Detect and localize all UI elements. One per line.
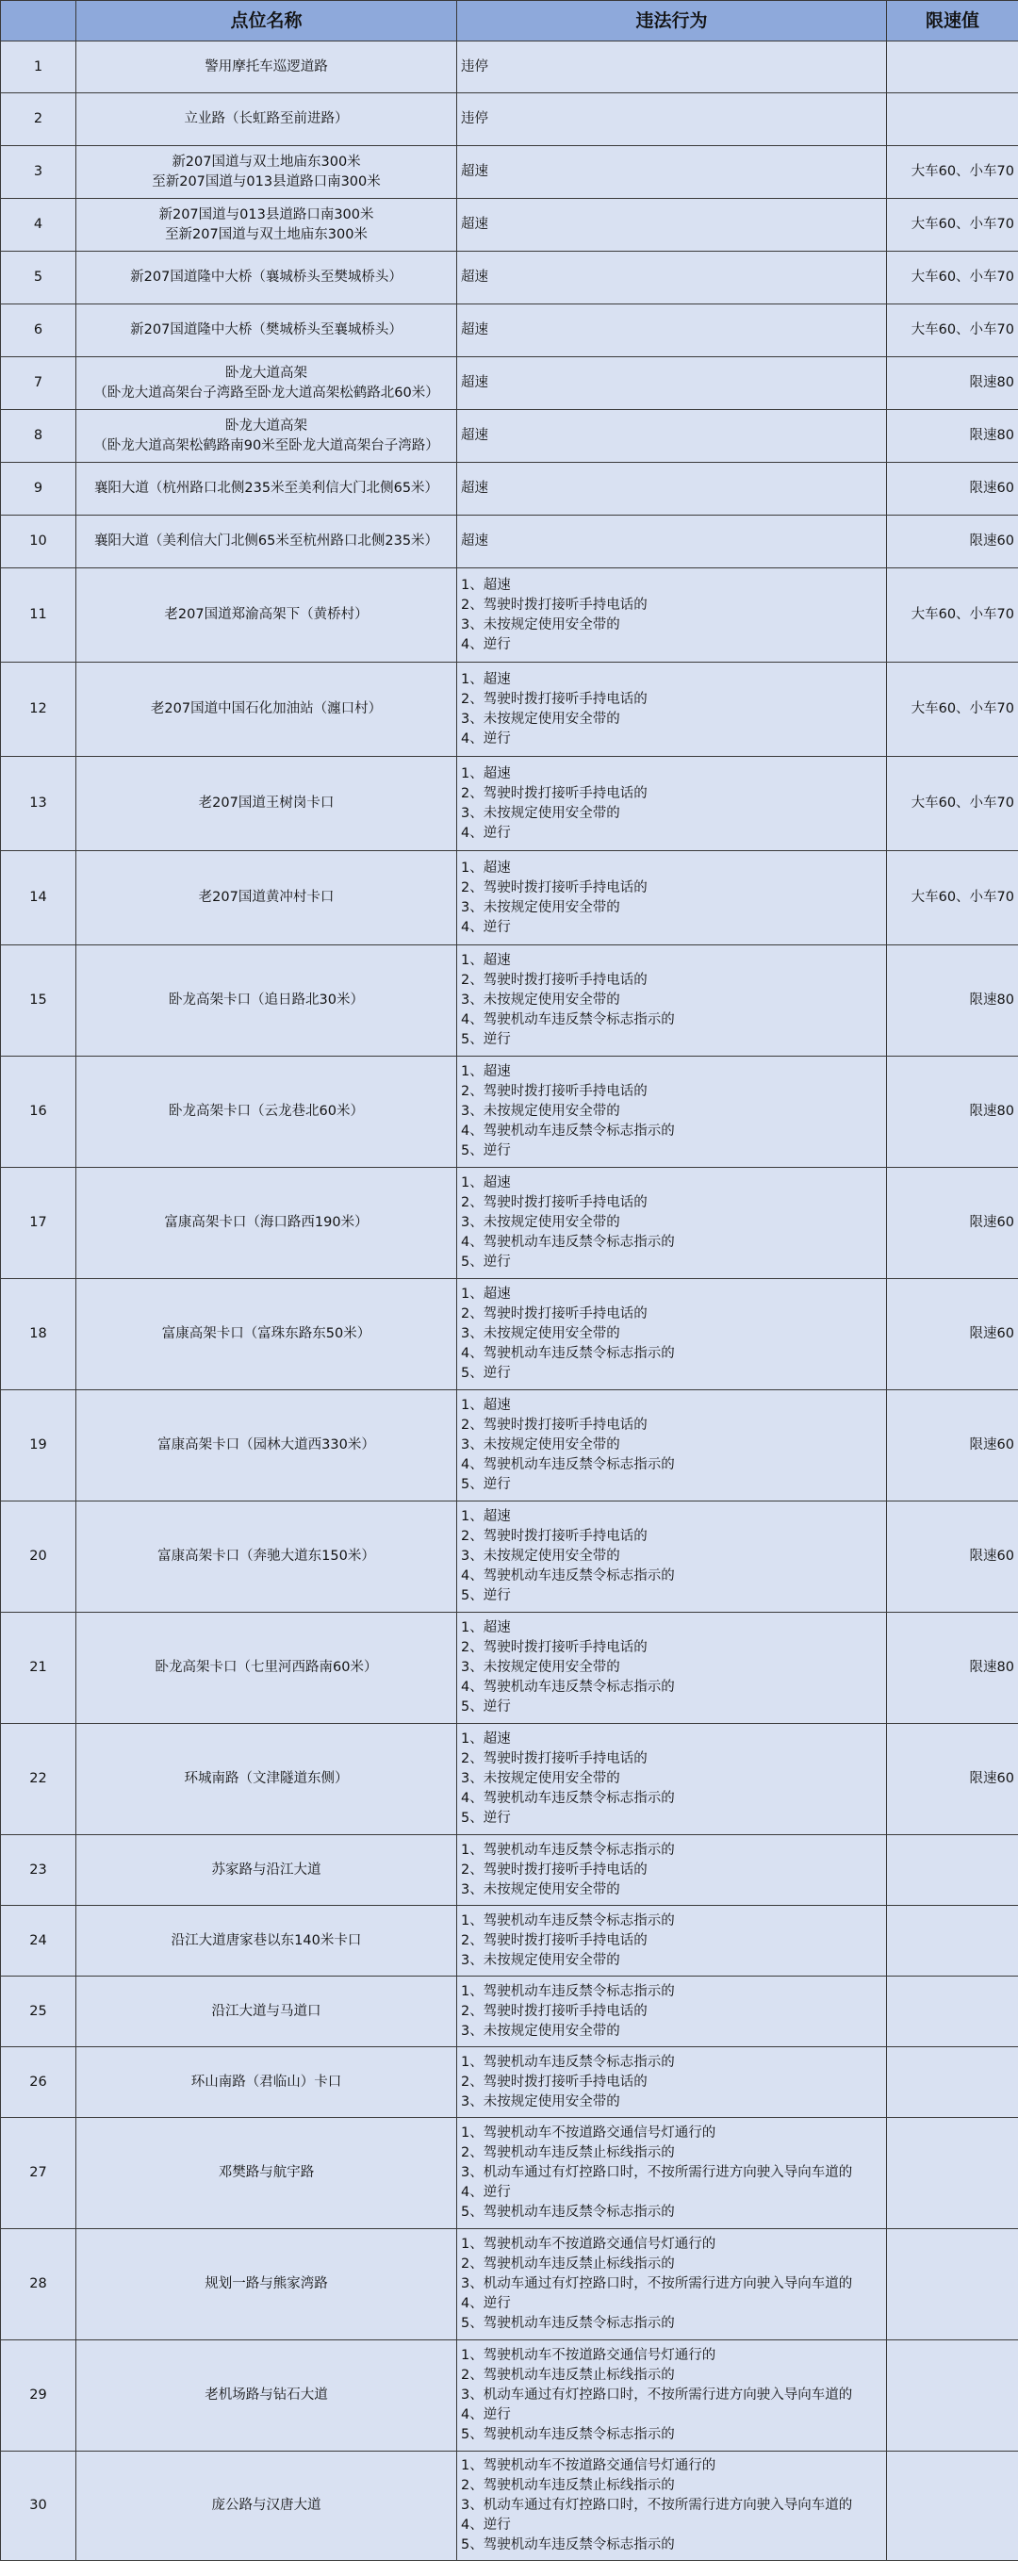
violation-item: 3、未按规定使用安全带的 — [461, 1881, 620, 1897]
row-number: 17 — [1, 1168, 76, 1279]
speed-limit-cell — [887, 2452, 1018, 2561]
table-row — [1, 851, 1018, 945]
violation-cell — [457, 2340, 887, 2452]
table-row — [1, 757, 1018, 851]
location-line: 至新207国道与013县道路口南300米 — [152, 173, 381, 189]
speed-limit-cell: 大车60、小车70 — [887, 757, 1018, 851]
row-number: 1 — [1, 41, 76, 93]
location-line: 新207国道隆中大桥（襄城桥头至樊城桥头） — [130, 270, 402, 285]
violation-item: 超速 — [461, 481, 488, 496]
location-line: 立业路（长虹路至前进路） — [184, 111, 349, 126]
violation-cell — [457, 1613, 887, 1724]
location-line: 警用摩托车巡逻道路 — [205, 58, 328, 74]
row-number: 14 — [1, 851, 76, 945]
violation-cell — [457, 1279, 887, 1390]
violation-item: 4、驾驶机动车违反禁令标志指示的 — [461, 1680, 675, 1695]
violation-item: 3、未按规定使用安全带的 — [461, 1104, 620, 1119]
violation-cell — [457, 945, 887, 1057]
location-line: 富康高架卡口（奔驰大道东150米） — [157, 1549, 375, 1564]
violation-cell — [457, 41, 887, 93]
table-header-row — [1, 1, 1018, 41]
table-row — [1, 2118, 1018, 2229]
location-cell — [76, 1835, 457, 1906]
location-line: 老207国道黄冲村卡口 — [198, 890, 335, 905]
violation-cell — [457, 304, 887, 357]
location-line: 卧龙高架卡口（云龙巷北60米） — [169, 1104, 364, 1119]
violation-item: 1、驾驶机动车不按道路交通信号灯通行的 — [461, 2458, 716, 2473]
violation-item: 3、机动车通过有灯控路口时，不按所需行进方向驶入导向车道的 — [461, 2498, 853, 2513]
location-line: 卧龙高架卡口（追日路北30米） — [169, 993, 364, 1008]
violation-item: 1、超速 — [461, 953, 511, 968]
violation-item: 1、超速 — [461, 1064, 511, 1079]
row-number: 22 — [1, 1724, 76, 1835]
location-cell — [76, 757, 457, 851]
violation-item: 2、驾驶时拨打接听手持电话的 — [461, 1195, 648, 1210]
violation-cell — [457, 2452, 887, 2561]
table-row — [1, 945, 1018, 1057]
location-line: 新207国道与013县道路口南300米 — [158, 206, 374, 222]
violation-item: 4、逆行 — [461, 636, 511, 652]
location-line: 襄阳大道（杭州路口北侧235米至美利信大门北侧65米） — [93, 481, 439, 496]
location-line: 卧龙高架卡口（七里河西路南60米） — [155, 1660, 378, 1675]
location-cell — [76, 1390, 457, 1501]
speed-limit-cell — [887, 2118, 1018, 2229]
location-line: 老207国道中国石化加油站（瀍口村） — [150, 701, 383, 716]
violation-item: 3、未按规定使用安全带的 — [461, 1326, 620, 1341]
violation-item: 1、超速 — [461, 1620, 511, 1635]
violation-item: 3、未按规定使用安全带的 — [461, 1952, 620, 1968]
location-cell — [76, 93, 457, 146]
speed-limit-cell: 限速60 — [887, 1501, 1018, 1613]
row-number: 3 — [1, 146, 76, 199]
violation-item: 3、机动车通过有灯控路口时，不按所需行进方向驶入导向车道的 — [461, 2387, 853, 2403]
violation-item: 3、未按规定使用安全带的 — [461, 616, 620, 632]
violation-cell — [457, 1724, 887, 1835]
violation-cell — [457, 1501, 887, 1613]
table-row — [1, 2047, 1018, 2118]
location-line: 环山南路（君临山）卡口 — [190, 2074, 342, 2090]
violation-cell — [457, 2047, 887, 2118]
violation-item: 2、驾驶时拨打接听手持电话的 — [461, 1529, 648, 1544]
violation-item: 2、驾驶时拨打接听手持电话的 — [461, 597, 648, 613]
table-row — [1, 568, 1018, 663]
violation-item: 2、驾驶机动车违反禁止标线指示的 — [461, 2368, 675, 2383]
violation-item: 1、超速 — [461, 1175, 511, 1190]
violation-cell — [457, 1057, 887, 1168]
table-row — [1, 1724, 1018, 1835]
table-row — [1, 1835, 1018, 1906]
location-line: （卧龙大道高架台子湾路至卧龙大道高架松鹤路北60米） — [93, 385, 439, 401]
speed-limit-cell: 大车60、小车70 — [887, 663, 1018, 757]
table-row — [1, 1501, 1018, 1613]
location-cell — [76, 1613, 457, 1724]
violation-item: 2、驾驶时拨打接听手持电话的 — [461, 2003, 648, 2019]
table-row — [1, 304, 1018, 357]
violation-item: 3、未按规定使用安全带的 — [461, 711, 620, 727]
violation-item: 1、超速 — [461, 577, 511, 593]
speed-limit-cell: 限速60 — [887, 1390, 1018, 1501]
row-number: 20 — [1, 1501, 76, 1613]
violation-item: 5、逆行 — [461, 1366, 511, 1381]
violation-cell — [457, 2229, 887, 2340]
violation-item: 5、逆行 — [461, 1255, 511, 1270]
violation-cell — [457, 463, 887, 516]
violation-item: 违停 — [461, 58, 488, 74]
violation-item: 4、逆行 — [461, 2407, 511, 2422]
table-row — [1, 41, 1018, 93]
row-number: 26 — [1, 2047, 76, 2118]
location-cell — [76, 304, 457, 357]
location-line: 富康高架卡口（园林大道西330米） — [157, 1437, 375, 1452]
location-line: 老207国道郑渝高架下（黄桥村） — [164, 607, 369, 622]
location-cell — [76, 199, 457, 252]
violation-item: 3、未按规定使用安全带的 — [461, 1215, 620, 1230]
row-number: 29 — [1, 2340, 76, 2452]
violation-item: 2、驾驶机动车违反禁止标线指示的 — [461, 2478, 675, 2493]
speed-limit-cell — [887, 1977, 1018, 2047]
location-cell — [76, 2047, 457, 2118]
violation-item: 5、驾驶机动车违反禁令标志指示的 — [461, 2537, 675, 2552]
location-cell — [76, 252, 457, 304]
location-line: 老207国道王树岗卡口 — [198, 796, 335, 811]
row-number: 8 — [1, 410, 76, 463]
row-number: 5 — [1, 252, 76, 304]
row-number: 27 — [1, 2118, 76, 2229]
violation-item: 5、逆行 — [461, 1477, 511, 1492]
location-line: 新207国道隆中大桥（樊城桥头至襄城桥头） — [130, 322, 402, 337]
violation-item: 5、逆行 — [461, 1032, 511, 1047]
violation-item: 3、机动车通过有灯控路口时，不按所需行进方向驶入导向车道的 — [461, 2276, 853, 2291]
violation-cell — [457, 851, 887, 945]
speed-limit-cell — [887, 41, 1018, 93]
location-cell — [76, 146, 457, 199]
violation-item: 3、未按规定使用安全带的 — [461, 899, 620, 915]
row-number: 6 — [1, 304, 76, 357]
table-row — [1, 410, 1018, 463]
speed-limit-cell — [887, 2229, 1018, 2340]
violation-item: 1、超速 — [461, 1731, 511, 1747]
violation-item: 1、驾驶机动车违反禁令标志指示的 — [461, 2054, 675, 2070]
location-cell — [76, 851, 457, 945]
row-number: 15 — [1, 945, 76, 1057]
speed-limit-cell: 大车60、小车70 — [887, 199, 1018, 252]
violation-item: 超速 — [461, 217, 488, 232]
violation-item: 1、驾驶机动车违反禁令标志指示的 — [461, 1912, 675, 1928]
violation-cell — [457, 663, 887, 757]
violation-cell — [457, 757, 887, 851]
speed-limit-cell — [887, 2047, 1018, 2118]
violation-item: 1、超速 — [461, 1509, 511, 1524]
violation-item: 3、未按规定使用安全带的 — [461, 1437, 620, 1452]
speed-limit-cell: 限速60 — [887, 516, 1018, 568]
location-cell — [76, 516, 457, 568]
violation-cell — [457, 199, 887, 252]
violation-item: 4、驾驶机动车违反禁令标志指示的 — [461, 1568, 675, 1583]
location-cell — [76, 945, 457, 1057]
row-number: 11 — [1, 568, 76, 663]
violation-item: 4、驾驶机动车违反禁令标志指示的 — [461, 1457, 675, 1472]
violation-item: 3、未按规定使用安全带的 — [461, 1660, 620, 1675]
speed-limit-cell: 限速60 — [887, 1724, 1018, 1835]
speed-limit-cell — [887, 2340, 1018, 2452]
violation-item: 4、驾驶机动车违反禁令标志指示的 — [461, 1791, 675, 1806]
location-cell — [76, 1906, 457, 1977]
violation-item: 5、驾驶机动车违反禁令标志指示的 — [461, 2427, 675, 2442]
speed-limit-cell: 限速80 — [887, 357, 1018, 410]
location-cell — [76, 41, 457, 93]
table-row — [1, 1057, 1018, 1168]
violation-cell — [457, 410, 887, 463]
location-line: 至新207国道与双土地庙东300米 — [165, 226, 368, 242]
location-line: 苏家路与沿江大道 — [211, 1862, 321, 1878]
header-index — [1, 1, 76, 41]
speed-limit-cell: 限速80 — [887, 410, 1018, 463]
violation-item: 超速 — [461, 375, 488, 390]
location-cell — [76, 568, 457, 663]
violation-cell — [457, 1168, 887, 1279]
violation-item: 3、未按规定使用安全带的 — [461, 805, 620, 821]
speed-limit-cell: 限速60 — [887, 1168, 1018, 1279]
violation-cell — [457, 516, 887, 568]
location-cell — [76, 357, 457, 410]
violation-item: 2、驾驶时拨打接听手持电话的 — [461, 1306, 648, 1321]
row-number: 2 — [1, 93, 76, 146]
location-line: 卧龙大道高架 — [225, 365, 307, 381]
location-line: 庞公路与汉唐大道 — [211, 2498, 321, 2513]
violation-item: 1、驾驶机动车违反禁令标志指示的 — [461, 1842, 675, 1858]
violation-item: 2、驾驶时拨打接听手持电话的 — [461, 1751, 648, 1766]
location-line: 邓樊路与航宇路 — [218, 2165, 315, 2180]
violation-item: 3、未按规定使用安全带的 — [461, 2093, 620, 2109]
violation-item: 4、驾驶机动车违反禁令标志指示的 — [461, 1235, 675, 1250]
violation-item: 2、驾驶时拨打接听手持电话的 — [461, 2074, 648, 2090]
violation-item: 3、未按规定使用安全带的 — [461, 1549, 620, 1564]
location-cell — [76, 2340, 457, 2452]
table-row — [1, 93, 1018, 146]
violation-item: 超速 — [461, 533, 488, 549]
violation-cell — [457, 1977, 887, 2047]
violation-item: 2、驾驶机动车违反禁止标线指示的 — [461, 2145, 675, 2160]
location-cell — [76, 1724, 457, 1835]
location-line: 环城南路（文津隧道东侧） — [184, 1771, 349, 1786]
violation-item: 1、超速 — [461, 1287, 511, 1302]
location-line: 沿江大道与马道口 — [211, 2003, 321, 2019]
location-line: 老机场路与钻石大道 — [205, 2387, 328, 2403]
location-line: （卧龙大道高架松鹤路南90米至卧龙大道高架台子湾路） — [93, 437, 439, 453]
table-row — [1, 2452, 1018, 2561]
violation-item: 4、逆行 — [461, 2296, 511, 2311]
table-row — [1, 1977, 1018, 2047]
row-number: 4 — [1, 199, 76, 252]
location-line: 新207国道与双土地庙东300米 — [172, 154, 361, 170]
violation-item: 4、驾驶机动车违反禁令标志指示的 — [461, 1124, 675, 1139]
row-number: 30 — [1, 2452, 76, 2561]
violation-item: 2、驾驶机动车违反禁止标线指示的 — [461, 2256, 675, 2272]
row-number: 21 — [1, 1613, 76, 1724]
table-row — [1, 1279, 1018, 1390]
violation-item: 1、超速 — [461, 1398, 511, 1413]
violation-cell — [457, 2118, 887, 2229]
row-number: 9 — [1, 463, 76, 516]
location-cell — [76, 2452, 457, 2561]
violation-item: 5、逆行 — [461, 1811, 511, 1826]
table-row — [1, 516, 1018, 568]
speed-limit-cell — [887, 93, 1018, 146]
location-cell — [76, 1279, 457, 1390]
violation-item: 1、驾驶机动车不按道路交通信号灯通行的 — [461, 2348, 716, 2363]
violation-item: 4、逆行 — [461, 730, 511, 747]
violation-item: 2、驾驶时拨打接听手持电话的 — [461, 973, 648, 988]
violation-item: 1、驾驶机动车不按道路交通信号灯通行的 — [461, 2125, 716, 2141]
violation-item: 5、驾驶机动车违反禁令标志指示的 — [461, 2316, 675, 2331]
speed-limit-cell: 限速80 — [887, 1057, 1018, 1168]
violation-cell — [457, 1835, 887, 1906]
violation-item: 3、未按规定使用安全带的 — [461, 1771, 620, 1786]
violation-item: 5、逆行 — [461, 1699, 511, 1715]
table-row — [1, 463, 1018, 516]
violation-cell — [457, 568, 887, 663]
location-cell — [76, 1977, 457, 2047]
violation-cell — [457, 93, 887, 146]
violation-cell — [457, 146, 887, 199]
speed-limit-cell — [887, 1835, 1018, 1906]
speed-limit-cell: 大车60、小车70 — [887, 252, 1018, 304]
location-cell — [76, 1057, 457, 1168]
location-cell — [76, 1168, 457, 1279]
speed-limit-cell: 大车60、小车70 — [887, 146, 1018, 199]
row-number: 18 — [1, 1279, 76, 1390]
table-row — [1, 2229, 1018, 2340]
violation-item: 3、未按规定使用安全带的 — [461, 993, 620, 1008]
table-row — [1, 1390, 1018, 1501]
location-line: 规划一路与熊家湾路 — [205, 2276, 328, 2291]
table-row — [1, 357, 1018, 410]
violation-item: 1、超速 — [461, 860, 511, 876]
violation-item: 2、驾驶时拨打接听手持电话的 — [461, 785, 648, 801]
table-row — [1, 1168, 1018, 1279]
violation-item: 1、驾驶机动车不按道路交通信号灯通行的 — [461, 2237, 716, 2252]
row-number: 25 — [1, 1977, 76, 2047]
row-number: 7 — [1, 357, 76, 410]
violation-cell — [457, 1390, 887, 1501]
row-number: 23 — [1, 1835, 76, 1906]
speed-limit-cell: 限速60 — [887, 1279, 1018, 1390]
violation-item: 1、超速 — [461, 671, 511, 687]
violation-item: 2、驾驶时拨打接听手持电话的 — [461, 1932, 648, 1948]
violation-item: 2、驾驶时拨打接听手持电话的 — [461, 879, 648, 895]
row-number: 19 — [1, 1390, 76, 1501]
header-speed-limit: 限速值 — [887, 1, 1018, 41]
row-number: 13 — [1, 757, 76, 851]
violation-item: 3、机动车通过有灯控路口时，不按所需行进方向驶入导向车道的 — [461, 2165, 853, 2180]
table-row — [1, 1906, 1018, 1977]
row-number: 28 — [1, 2229, 76, 2340]
violation-item: 4、驾驶机动车违反禁令标志指示的 — [461, 1012, 675, 1027]
violation-item: 1、驾驶机动车违反禁令标志指示的 — [461, 1983, 675, 1999]
violation-item: 5、逆行 — [461, 1143, 511, 1158]
row-number: 10 — [1, 516, 76, 568]
table-row — [1, 2340, 1018, 2452]
violation-item: 4、逆行 — [461, 919, 511, 935]
table-row — [1, 663, 1018, 757]
speed-limit-cell: 大车60、小车70 — [887, 851, 1018, 945]
violation-item: 2、驾驶时拨打接听手持电话的 — [461, 1640, 648, 1655]
table-row — [1, 252, 1018, 304]
violation-cell — [457, 1906, 887, 1977]
speed-limit-cell — [887, 1906, 1018, 1977]
location-cell — [76, 2229, 457, 2340]
row-number: 24 — [1, 1906, 76, 1977]
violation-item: 4、逆行 — [461, 2185, 511, 2200]
violation-item: 2、驾驶时拨打接听手持电话的 — [461, 1862, 648, 1878]
violation-item: 3、未按规定使用安全带的 — [461, 2023, 620, 2039]
violation-item: 超速 — [461, 270, 488, 285]
location-cell — [76, 2118, 457, 2229]
violation-item: 4、驾驶机动车违反禁令标志指示的 — [461, 1346, 675, 1361]
violation-item: 超速 — [461, 322, 488, 337]
violation-item: 4、逆行 — [461, 2518, 511, 2533]
location-cell — [76, 410, 457, 463]
row-number: 12 — [1, 663, 76, 757]
violation-cell — [457, 357, 887, 410]
table-row — [1, 146, 1018, 199]
violation-item: 超速 — [461, 428, 488, 443]
violation-item: 超速 — [461, 164, 488, 179]
speed-limit-cell: 大车60、小车70 — [887, 568, 1018, 663]
location-line: 襄阳大道（美利信大门北侧65米至杭州路口北侧235米） — [93, 533, 439, 549]
table-row — [1, 199, 1018, 252]
violation-cell — [457, 252, 887, 304]
location-cell — [76, 463, 457, 516]
violation-item: 2、驾驶时拨打接听手持电话的 — [461, 691, 648, 707]
row-number: 16 — [1, 1057, 76, 1168]
speed-limit-cell: 限速80 — [887, 1613, 1018, 1724]
speed-limit-cell: 大车60、小车70 — [887, 304, 1018, 357]
violation-item: 5、逆行 — [461, 1588, 511, 1603]
speed-limit-cell: 限速60 — [887, 463, 1018, 516]
violation-item: 2、驾驶时拨打接听手持电话的 — [461, 1418, 648, 1433]
header-violation: 违法行为 — [457, 1, 887, 41]
violation-item: 1、超速 — [461, 765, 511, 781]
location-line: 卧龙大道高架 — [225, 418, 307, 434]
location-line: 富康高架卡口（富珠东路东50米） — [161, 1326, 371, 1341]
violation-item: 违停 — [461, 111, 488, 126]
location-line: 富康高架卡口（海口路西190米） — [164, 1215, 369, 1230]
speed-limit-cell: 限速80 — [887, 945, 1018, 1057]
location-cell — [76, 663, 457, 757]
location-line: 沿江大道唐家巷以东140米卡口 — [171, 1932, 362, 1948]
violation-item: 4、逆行 — [461, 825, 511, 841]
violation-item: 2、驾驶时拨打接听手持电话的 — [461, 1084, 648, 1099]
table-row — [1, 1613, 1018, 1724]
header-location: 点位名称 — [76, 1, 457, 41]
location-cell — [76, 1501, 457, 1613]
violation-item: 5、驾驶机动车违反禁令标志指示的 — [461, 2205, 675, 2220]
